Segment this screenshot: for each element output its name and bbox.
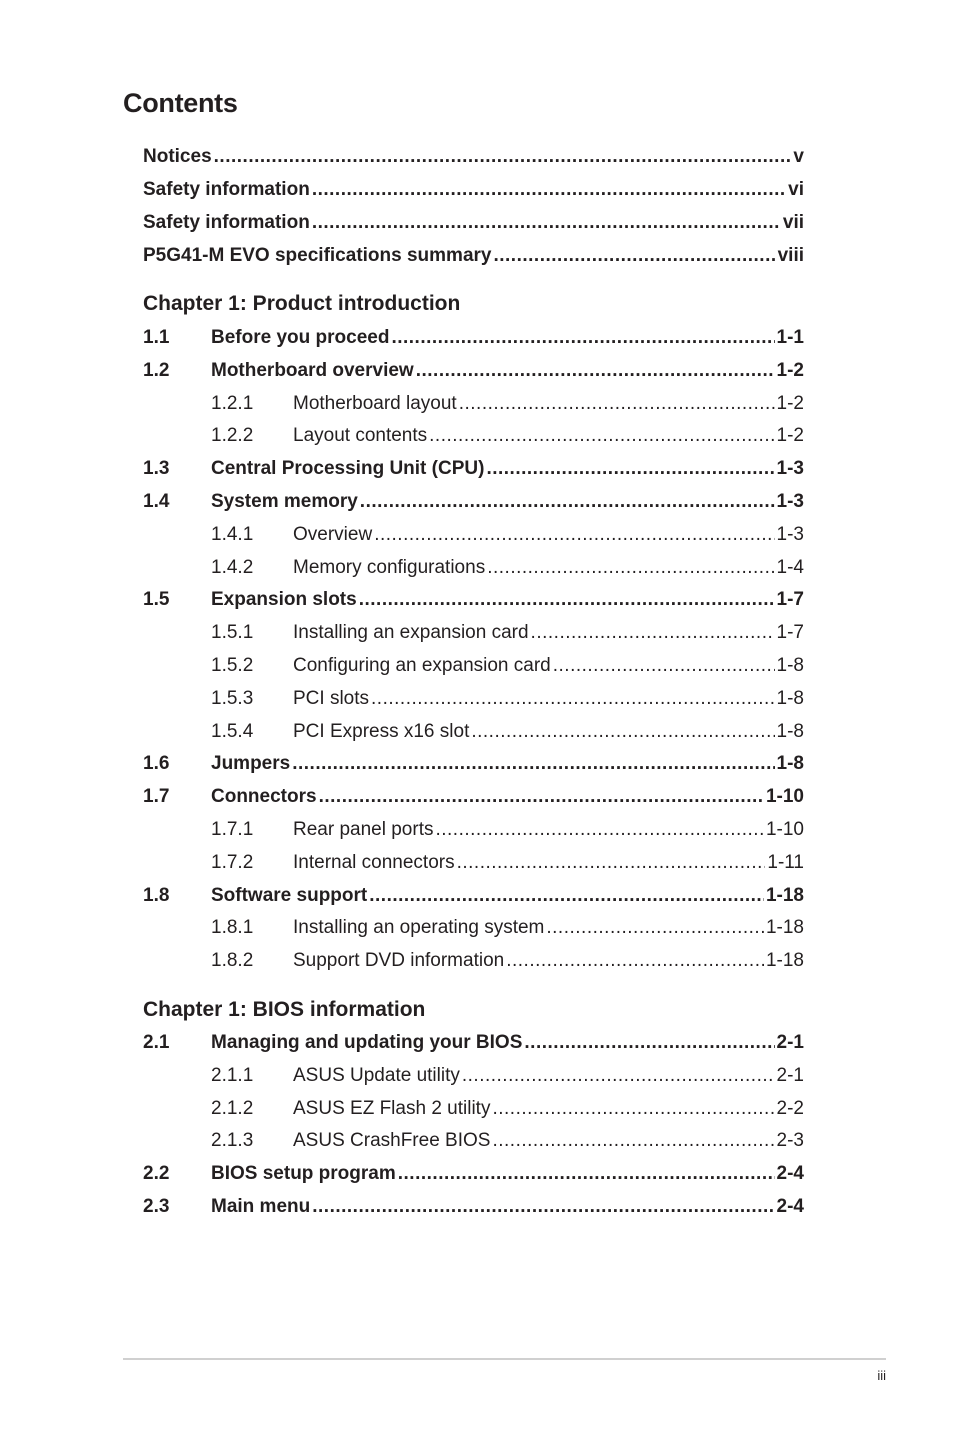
toc-entry-page: 1-10 <box>765 819 804 840</box>
toc-entry[interactable] <box>143 178 804 202</box>
toc-entry-number: 1.5.2 <box>211 655 254 676</box>
toc-dot-leader <box>459 392 775 416</box>
toc-entry-page: 1-8 <box>776 720 804 742</box>
toc-dot-leader <box>319 785 764 809</box>
toc-entry[interactable] <box>143 556 804 580</box>
toc-entry-page: 1-3 <box>776 458 804 480</box>
toc-entry[interactable] <box>143 851 804 875</box>
toc-dot-leader <box>391 326 774 350</box>
toc-entry[interactable] <box>143 916 804 940</box>
toc-dot-leader <box>531 621 775 645</box>
page-number: iii <box>877 1368 886 1383</box>
toc-entry[interactable] <box>143 1064 804 1088</box>
toc-entry-title: PCI Express x16 slot <box>293 720 470 742</box>
toc-entry-number: 1.8.1 <box>211 917 254 939</box>
toc-entry-number: 2.1 <box>143 1032 170 1053</box>
page-title: Contents <box>123 88 238 118</box>
toc-entry-title: Safety information <box>143 212 310 233</box>
toc-entry-page: 1-11 <box>767 851 804 873</box>
toc-entry-page: 2-1 <box>776 1064 804 1086</box>
toc-entry-number: 1.4 <box>143 491 170 512</box>
toc-entry-page: 2-4 <box>776 1163 804 1185</box>
toc-dot-leader <box>471 720 774 744</box>
toc-entry-title: Configuring an expansion card <box>293 655 551 676</box>
toc-entry-title: Overview <box>293 523 373 545</box>
toc-dot-leader <box>398 1162 775 1186</box>
toc-entry[interactable] <box>143 490 804 514</box>
toc-entry-title: System memory <box>211 491 358 512</box>
toc-dot-leader <box>429 424 774 448</box>
toc-entry-title: BIOS setup program <box>211 1163 396 1185</box>
toc-entry[interactable] <box>143 457 804 481</box>
toc-entry-number: 1.6 <box>143 753 170 775</box>
toc-entry-page: 2-4 <box>776 1196 804 1217</box>
toc-entry-title: ASUS CrashFree BIOS <box>293 1130 491 1152</box>
toc-entry-page: 1-8 <box>776 687 804 709</box>
toc-entry-number: 1.5.1 <box>211 622 254 644</box>
toc-entry[interactable] <box>143 720 804 744</box>
toc-entry-title: Managing and updating your BIOS <box>211 1032 523 1053</box>
toc-entry[interactable] <box>143 752 804 776</box>
toc-entry-title: Motherboard layout <box>293 392 457 414</box>
toc-entry[interactable] <box>143 588 804 612</box>
toc-entry-number: 2.1.1 <box>211 1064 254 1086</box>
toc-entry-title: Memory configurations <box>293 556 486 578</box>
toc-dot-leader <box>312 1195 774 1219</box>
toc-entry-page: 1-18 <box>765 917 804 939</box>
toc-entry-page: 1-2 <box>776 392 804 414</box>
toc-entry-title: Notices <box>143 146 212 167</box>
toc-entry-page: 1-18 <box>765 950 804 972</box>
toc-dot-leader <box>553 654 775 678</box>
toc-entry[interactable] <box>143 785 804 809</box>
chapter-heading: Chapter 1: Product introduction <box>143 292 461 315</box>
toc-dot-leader <box>492 1097 774 1121</box>
toc-entry-number: 1.3 <box>143 458 170 480</box>
toc-entry[interactable] <box>143 359 804 383</box>
toc-entry-number: 1.5.4 <box>211 720 254 742</box>
toc-entry-page: 1-3 <box>776 491 804 512</box>
toc-entry-number: 1.7.1 <box>211 819 254 840</box>
toc-entry-number: 1.5.3 <box>211 687 254 709</box>
toc-entry[interactable] <box>143 424 804 448</box>
toc-entry-title: Software support <box>211 884 368 906</box>
toc-dot-leader <box>462 1064 775 1088</box>
toc-entry-page: v <box>793 146 804 167</box>
toc-dot-leader <box>312 178 786 202</box>
toc-dot-leader <box>369 884 764 908</box>
chapter-heading: Chapter 1: BIOS information <box>143 998 426 1021</box>
toc-entry-number: 2.2 <box>143 1163 170 1185</box>
toc-entry-number: 1.5 <box>143 589 170 611</box>
toc-dot-leader <box>416 359 775 383</box>
toc-entry-title: Installing an operating system <box>293 917 545 939</box>
toc-entry-page: 2-1 <box>776 1032 804 1053</box>
toc-dot-leader <box>457 851 766 875</box>
toc-entry[interactable] <box>143 1097 804 1121</box>
toc-entry-page: vii <box>782 212 804 233</box>
toc-entry-title: Internal connectors <box>293 851 455 873</box>
toc-entry-page: 1-2 <box>776 425 804 447</box>
toc-entry[interactable] <box>143 818 804 842</box>
toc-entry[interactable] <box>143 1031 804 1055</box>
toc-entry[interactable] <box>143 326 804 350</box>
toc-entry-title: Jumpers <box>211 753 291 775</box>
toc-entry-title: Before you proceed <box>211 327 390 348</box>
toc-dot-leader <box>546 916 764 940</box>
toc-entry-number: 2.1.3 <box>211 1130 254 1152</box>
toc-entry[interactable] <box>143 145 804 169</box>
footer-divider <box>123 1358 886 1360</box>
toc-entry-title: Main menu <box>211 1196 311 1217</box>
toc-entry-title: ASUS Update utility <box>293 1064 460 1086</box>
toc-dot-leader <box>360 490 775 514</box>
toc-entry-number: 1.4.2 <box>211 556 254 578</box>
toc-entry[interactable] <box>143 687 804 711</box>
toc-entry-number: 1.4.1 <box>211 523 254 545</box>
toc-entry[interactable] <box>143 211 804 235</box>
toc-entry-page: 1-7 <box>776 589 804 611</box>
toc-entry-number: 2.3 <box>143 1196 170 1217</box>
toc-entry-page: 1-1 <box>776 327 804 348</box>
toc-entry-title: ASUS EZ Flash 2 utility <box>293 1097 491 1119</box>
toc-dot-leader <box>524 1031 774 1055</box>
toc-dot-leader <box>374 523 774 547</box>
toc-entry[interactable] <box>143 1129 804 1153</box>
toc-entry-page: 1-8 <box>776 753 804 775</box>
toc-entry-title: Connectors <box>211 786 317 808</box>
toc-entry[interactable] <box>143 949 804 973</box>
toc-entry-number: 1.7.2 <box>211 851 254 873</box>
toc-dot-leader <box>486 457 774 481</box>
toc-dot-leader <box>371 687 775 711</box>
toc-entry-number: 1.2.2 <box>211 425 254 447</box>
toc-entry[interactable] <box>143 621 804 645</box>
toc-dot-leader <box>492 1129 774 1153</box>
toc-entry[interactable] <box>143 392 804 416</box>
toc-entry-title: Rear panel ports <box>293 819 434 840</box>
toc-entry-page: 1-7 <box>776 622 804 644</box>
toc-entry-title: P5G41-M EVO specifications summary <box>143 245 492 266</box>
toc-entry[interactable] <box>143 523 804 547</box>
toc-entry-page: 1-18 <box>765 884 804 906</box>
toc-dot-leader <box>312 211 781 235</box>
toc-entry-number: 2.1.2 <box>211 1097 254 1119</box>
toc-entry-title: Layout contents <box>293 425 428 447</box>
toc-entry[interactable] <box>143 884 804 908</box>
toc-dot-leader <box>487 556 774 580</box>
toc-entry-number: 1.2 <box>143 359 170 381</box>
toc-entry[interactable] <box>143 244 804 268</box>
toc-entry-number: 1.8 <box>143 884 170 906</box>
toc-entry-page: 1-3 <box>776 523 804 545</box>
toc-entry-number: 1.8.2 <box>211 950 254 972</box>
toc-entry-page: 1-2 <box>776 359 804 381</box>
toc-entry-page: vi <box>788 179 804 200</box>
toc-dot-leader <box>359 588 775 612</box>
toc-dot-leader <box>214 145 792 169</box>
toc-dot-leader <box>292 752 774 776</box>
toc-entry-page: 2-3 <box>776 1130 804 1152</box>
toc-entry-number: 1.7 <box>143 786 170 808</box>
toc-entry-title: PCI slots <box>293 687 370 709</box>
toc-dot-leader <box>493 244 775 268</box>
toc-dot-leader <box>506 949 764 973</box>
toc-entry-title: Expansion slots <box>211 589 357 611</box>
toc-entry-number: 1.2.1 <box>211 392 254 414</box>
toc-dot-leader <box>435 818 764 842</box>
toc-entry[interactable] <box>143 1195 804 1219</box>
toc-entry-page: 1-4 <box>776 556 804 578</box>
toc-entry-title: Motherboard overview <box>211 359 414 381</box>
toc-entry[interactable] <box>143 1162 804 1186</box>
toc-entry-page: 1-8 <box>776 655 804 676</box>
toc-entry-page: viii <box>777 245 804 266</box>
toc-entry-title: Safety information <box>143 179 310 200</box>
toc-entry-title: Central Processing Unit (CPU) <box>211 458 485 480</box>
toc-entry-title: Support DVD information <box>293 950 505 972</box>
toc-entry-number: 1.1 <box>143 327 170 348</box>
toc-entry-page: 2-2 <box>776 1097 804 1119</box>
toc-entry[interactable] <box>143 654 804 678</box>
toc-entry-title: Installing an expansion card <box>293 622 529 644</box>
toc-entry-page: 1-10 <box>765 786 804 808</box>
